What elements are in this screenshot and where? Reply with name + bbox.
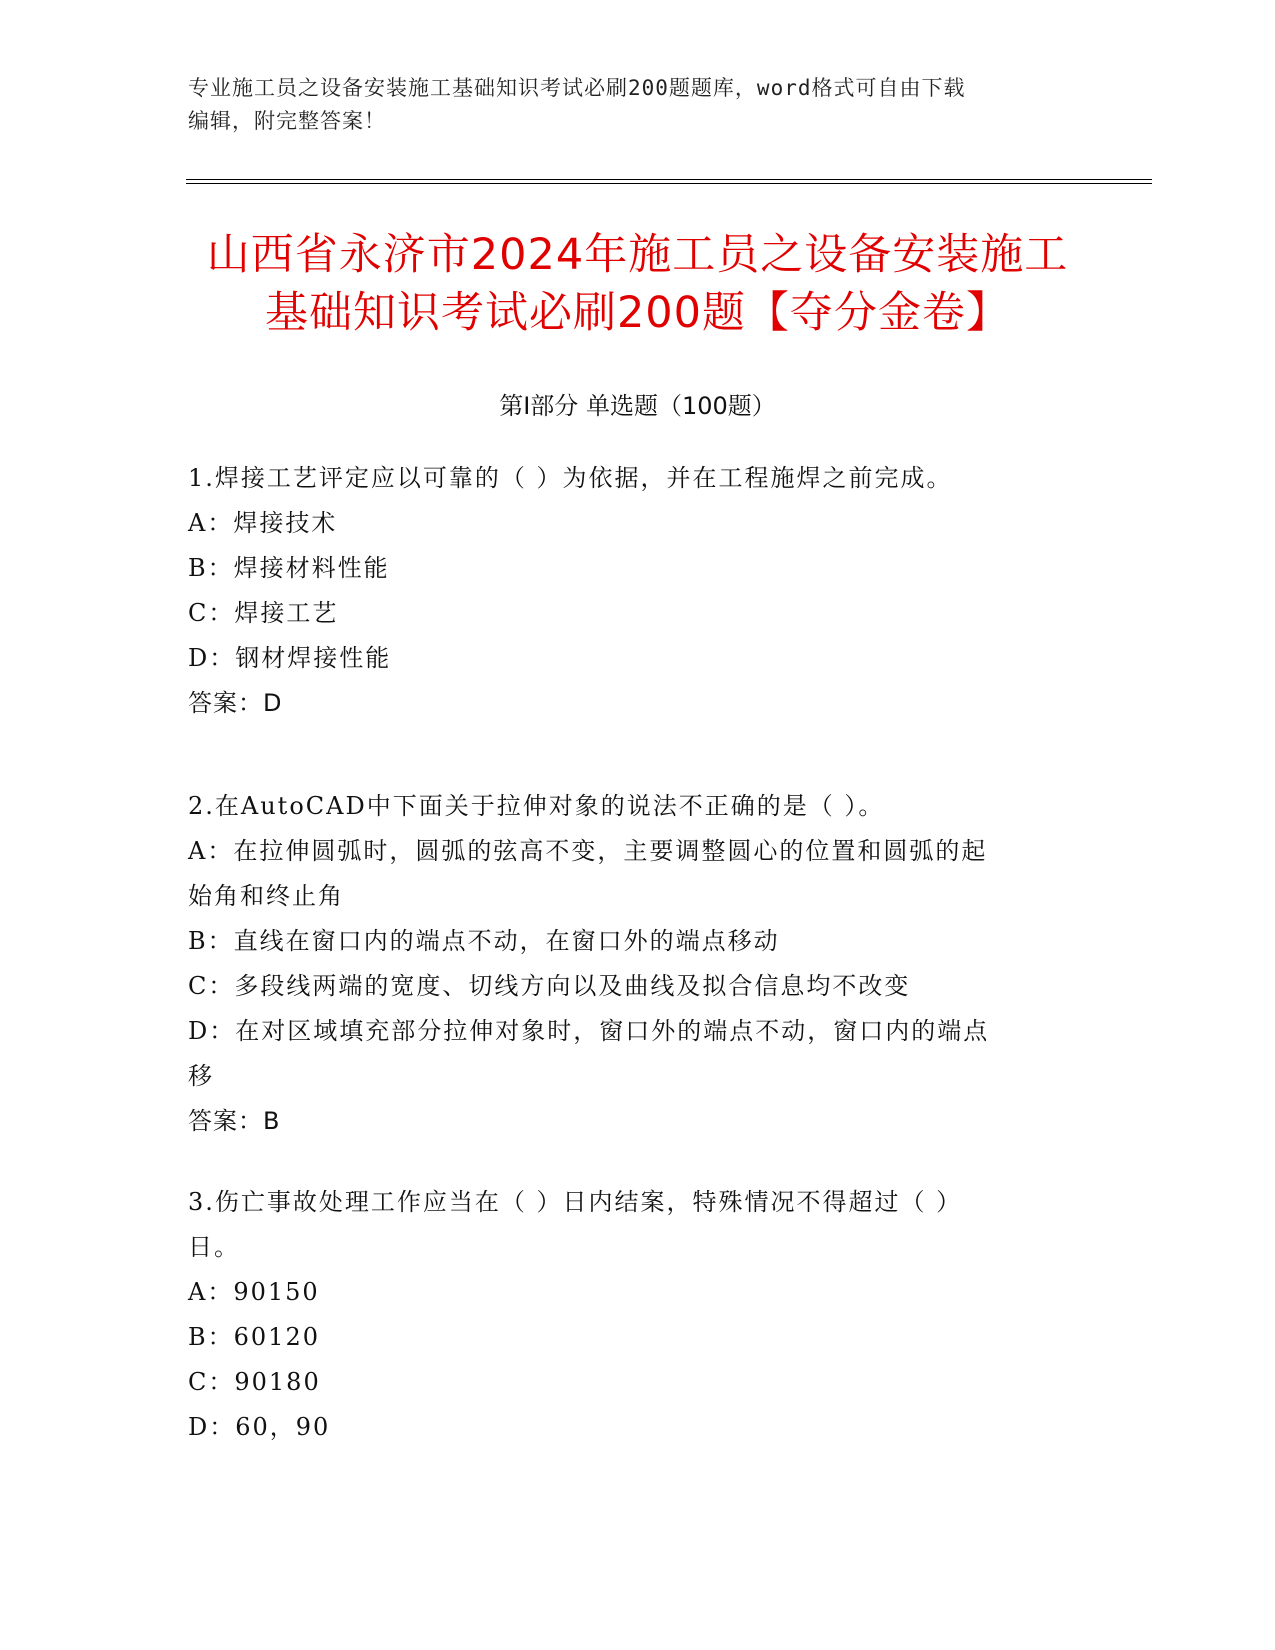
- header-note-line-2: 编辑，附完整答案！: [188, 109, 386, 133]
- option-d: D：在对区域填充部分拉伸对象时，窗口外的端点不动，窗口内的端点: [188, 1017, 990, 1045]
- option-a: A：在拉伸圆弧时，圆弧的弦高不变，主要调整圆心的位置和圆弧的起: [188, 837, 988, 865]
- question-stem-continued: 日。: [188, 1233, 240, 1261]
- question-stem: 3.伤亡事故处理工作应当在（ ）日内结案，特殊情况不得超过（ ）: [188, 1188, 963, 1216]
- question-3: [188, 1180, 1088, 1450]
- option-d: D：60，90: [188, 1413, 331, 1441]
- option-a-continued: 始角和终止角: [188, 882, 344, 910]
- question-1: [188, 456, 1088, 726]
- answer-line: 答案：D: [188, 689, 283, 717]
- section-heading: 第I部分 单选题（100题）: [499, 392, 776, 420]
- document-title-line-2: 基础知识考试必刷200题【夺分金卷】: [264, 288, 1011, 338]
- header-note-line-1: 专业施工员之设备安装施工基础知识考试必刷200题题库，word格式可自由下载: [188, 76, 966, 100]
- option-b: B：直线在窗口内的端点不动，在窗口外的端点移动: [188, 927, 780, 955]
- document-title: [150, 226, 1125, 342]
- option-a: A：焊接技术: [188, 509, 338, 537]
- question-stem: 1.焊接工艺评定应以可靠的（ ）为依据，并在工程施焊之前完成。: [188, 464, 953, 492]
- option-d-continued: 移: [188, 1062, 214, 1090]
- question-2: [188, 784, 1088, 1144]
- option-c: C：90180: [188, 1368, 321, 1396]
- option-c: C：多段线两端的宽度、切线方向以及曲线及拟合信息均不改变: [188, 972, 911, 1000]
- option-b: B：焊接材料性能: [188, 554, 390, 582]
- document-title-line-1: 山西省永济市2024年施工员之设备安装施工: [206, 230, 1069, 280]
- question-stem: 2.在AutoCAD中下面关于拉伸对象的说法不正确的是（ ）。: [188, 792, 885, 820]
- header-note: [188, 72, 1088, 138]
- option-b: B：60120: [188, 1323, 320, 1351]
- header-rule-bottom: [186, 183, 1152, 184]
- option-a: A：90150: [188, 1278, 320, 1306]
- option-c: C：焊接工艺: [188, 599, 339, 627]
- answer-line: 答案：B: [188, 1107, 281, 1135]
- header-rule-top: [186, 179, 1152, 180]
- option-d: D：钢材焊接性能: [188, 644, 392, 672]
